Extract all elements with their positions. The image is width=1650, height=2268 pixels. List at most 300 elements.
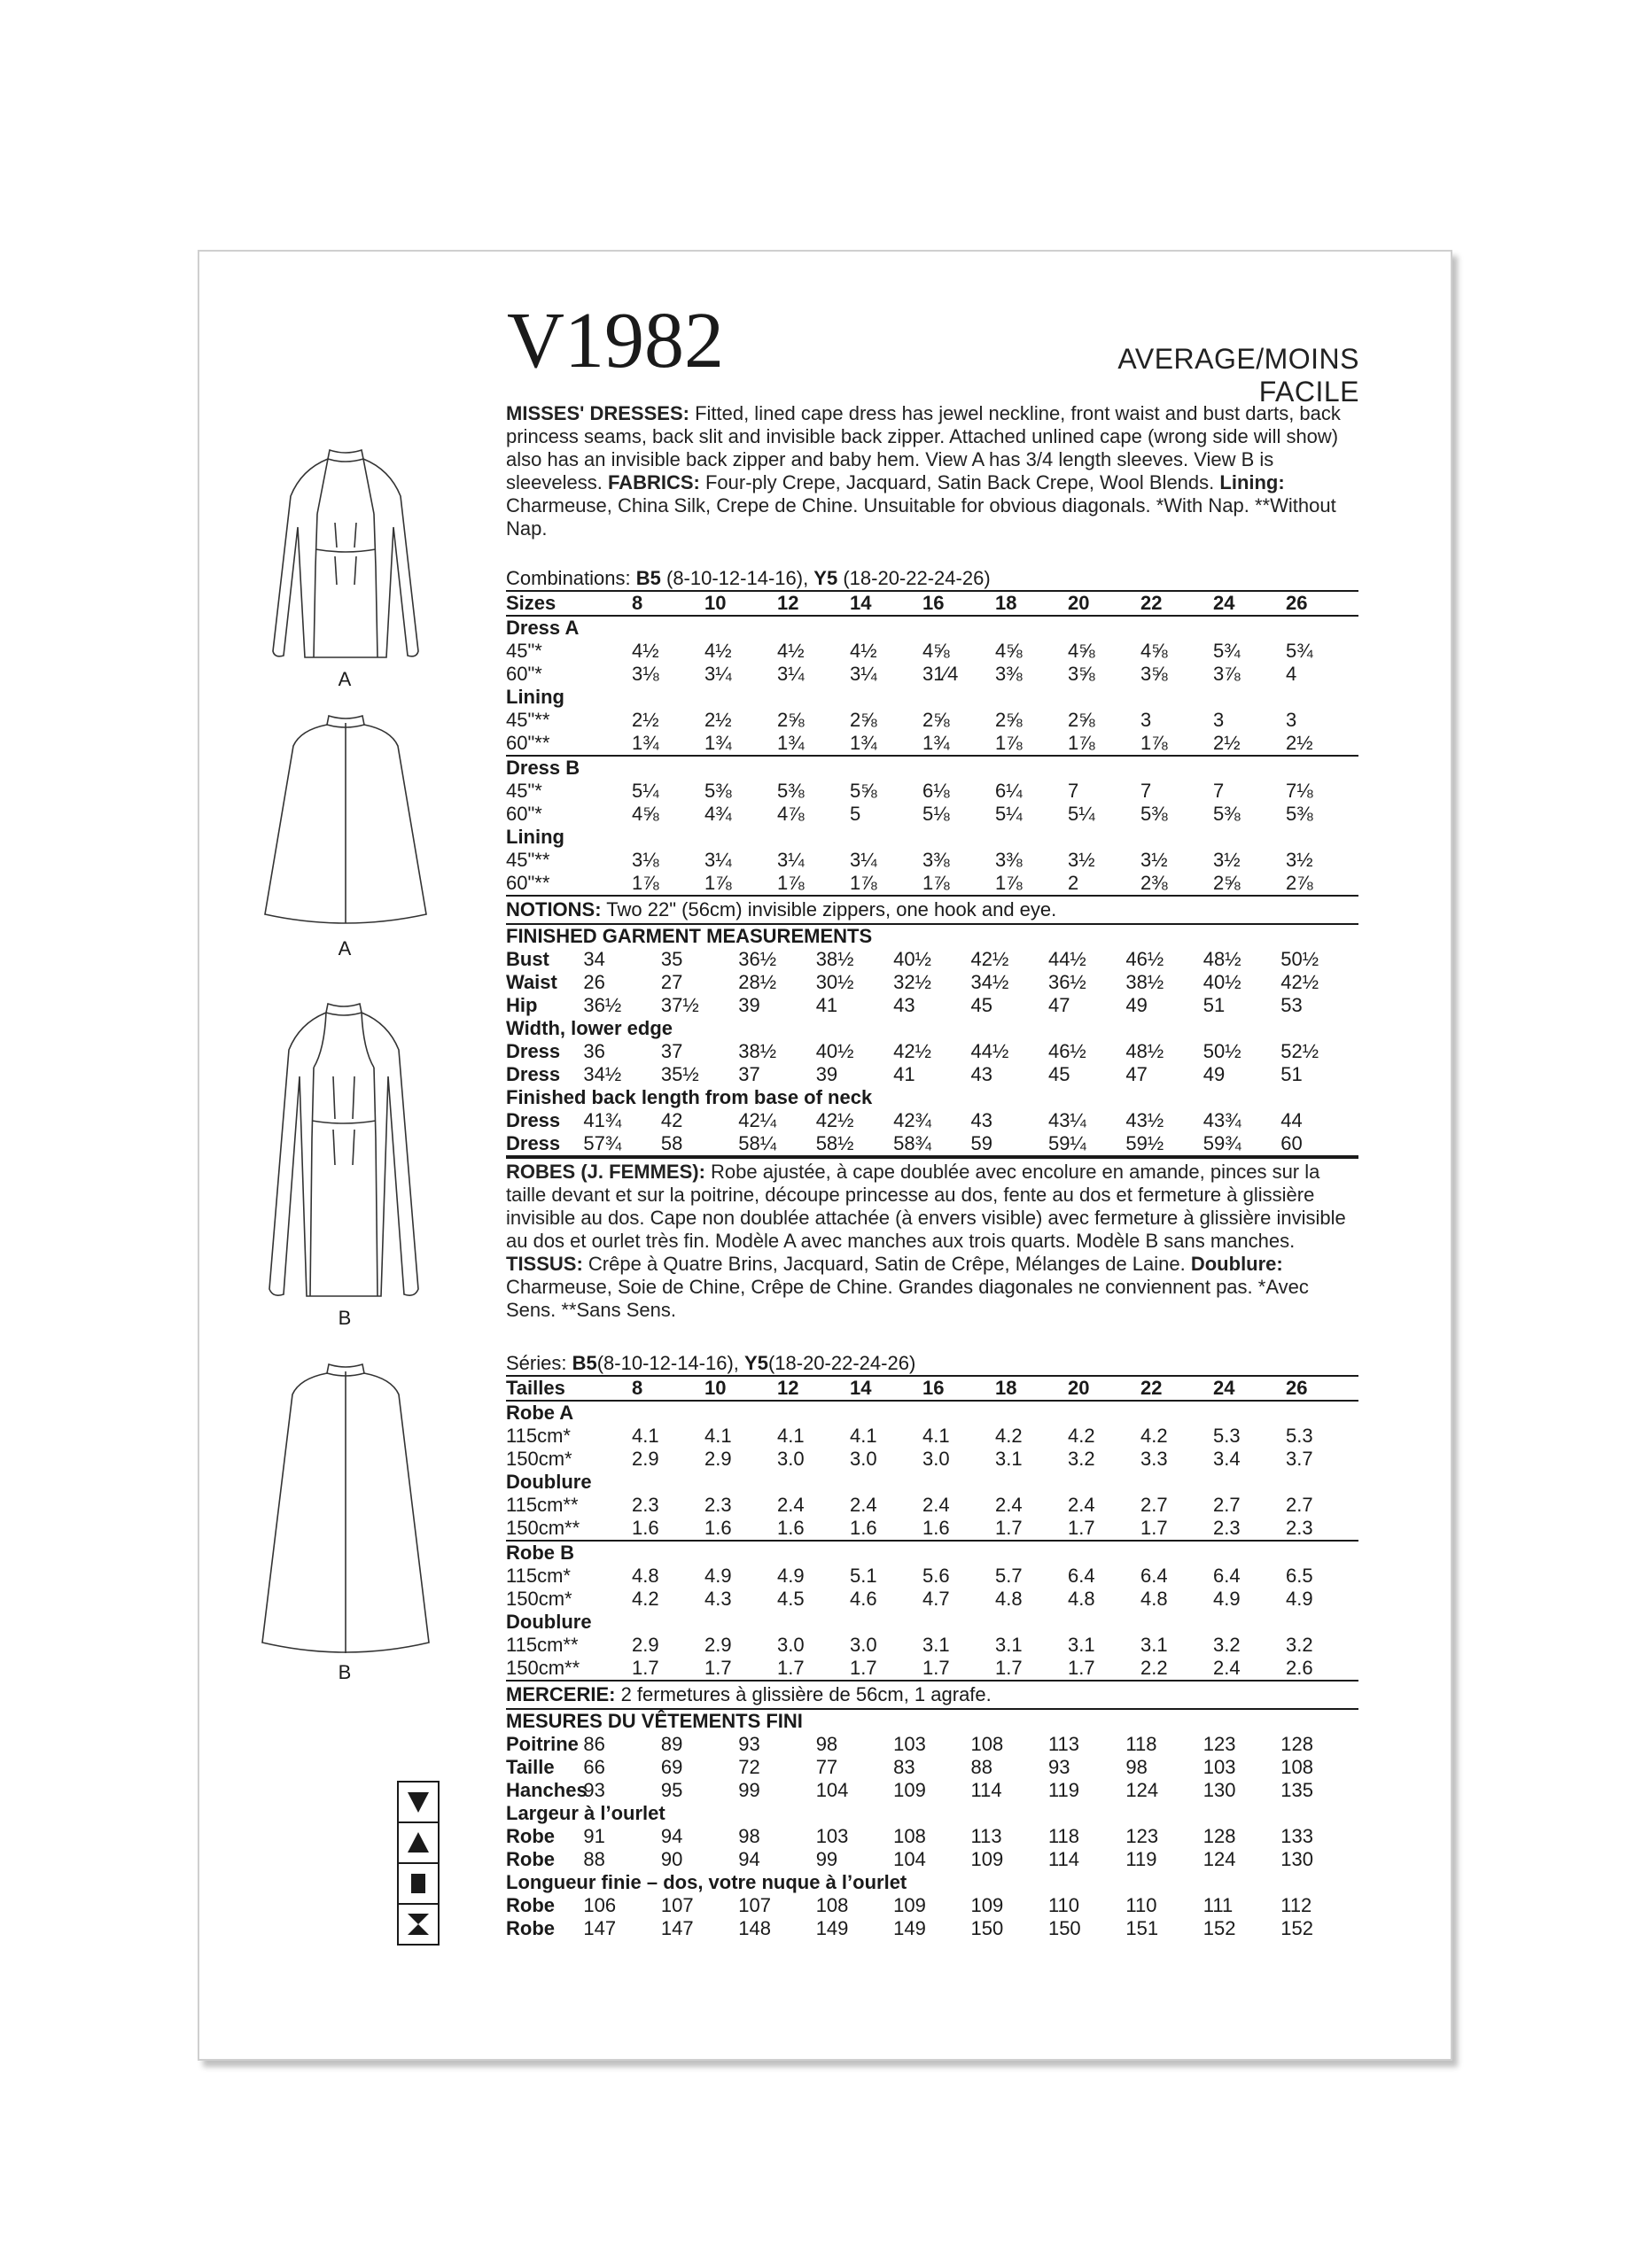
measurement-value: 108 [970,1733,1004,1755]
measurement-value: 152 [1202,1917,1236,1939]
yardage-group-row [506,1541,1358,1565]
yardage-value: 3 [1286,709,1297,731]
yardage-value: 1⅞ [1068,732,1140,756]
back-length-title: Finished back length from base of neck [506,1086,873,1108]
yardage-value: 3.2 [1286,1634,1313,1656]
yardage-value: 3⅜ [995,849,1023,871]
measurement-value: 36½ [583,994,622,1016]
combo-b5-sizes-en: (8-10-12-14-16), [660,567,814,589]
yardage-value: 3¼ [704,663,732,685]
yardage-value: 4¾ [704,803,732,825]
measurement-value: 133 [1280,1825,1313,1847]
yardage-group-label: Robe A [506,1402,574,1424]
measurement-value: 40½ [893,948,931,970]
size-col-header: 24 [1213,1376,1286,1401]
yardage-value: 1¾ [922,732,995,756]
yardage-value: 5.3 [1213,1425,1241,1447]
view-b-back-sketch [259,1357,432,1658]
yardage-value: 6⅛ [922,780,950,802]
yardage-value: 31⁄4 [922,663,959,685]
measurement-value: 48½ [1125,1040,1164,1062]
measurement-value: 148 [738,1917,771,1939]
notions-lead-en: NOTIONS: [506,898,602,920]
yardage-value: 2 [1068,872,1140,896]
size-col-header: 12 [777,1376,850,1401]
measurement-value: 103 [893,1733,926,1755]
yardage-value: 2⅝ [777,709,805,731]
yardage-value: 4.2 [632,1588,659,1610]
yardage-value: 4.8 [1068,1588,1095,1610]
yardage-value: 2.9 [704,1448,732,1470]
yardage-value: 4.2 [995,1425,1023,1447]
yardage-value: 3½ [1286,849,1313,871]
yardage-value: 3⅜ [995,663,1023,685]
yardage-value: 3 [1140,709,1152,731]
measurement-value: 38½ [738,1040,777,1062]
yardage-row [506,709,1358,732]
measurement-label: Dress [506,1109,561,1131]
yardage-value: 4½ [704,640,732,662]
measurement-value: 50½ [1202,1040,1241,1062]
fabrics-lead-fr: TISSUS: [506,1253,583,1275]
square-icon [397,1862,440,1903]
yardage-value: 1.6 [704,1517,777,1541]
pattern-info [506,402,1358,1940]
yardage-value: 5.7 [995,1565,1023,1587]
measurement-value: 46½ [1125,948,1164,970]
back-length-title-row [506,1871,1358,1894]
fabric-width-label: 45"** [506,709,550,731]
yardage-group-row [506,1471,1358,1494]
combinations-prefix-fr: Séries: [506,1352,572,1374]
measurement-value: 26 [583,971,605,993]
yardage-group-row [506,686,1358,709]
measurement-value: 110 [1047,1894,1080,1916]
measurement-value: 35½ [660,1063,699,1085]
fabric-width-label: 45"* [506,780,542,802]
measurement-value: 93 [583,1779,605,1801]
yardage-value: 5.6 [922,1565,950,1587]
measurement-value: 36 [583,1040,605,1062]
measurement-value: 93 [1047,1756,1070,1778]
measurement-value: 37 [738,1063,760,1085]
measurement-value: 124 [1202,1848,1236,1870]
yardage-value: 2.3 [632,1494,659,1516]
yardage-value: 1⅞ [632,872,704,896]
measurement-value: 38½ [815,948,854,970]
measurement-value: 95 [660,1779,683,1801]
fabric-width-label: 45"* [506,640,542,662]
yardage-value: 3.0 [850,1634,877,1656]
yardage-value: 2⅞ [1286,872,1358,896]
yardage-value: 1.7 [1068,1657,1140,1681]
measurements-table-fr [506,1710,1358,1940]
measurement-label: Waist [506,971,557,993]
measurement-row [506,1917,1358,1940]
measurement-value: 38½ [1125,971,1164,993]
measurement-value: 42½ [815,1109,854,1131]
yardage-value: 2.4 [995,1494,1023,1516]
combo-b5-en: B5 [635,567,661,589]
yardage-group-row [506,1611,1358,1634]
measurement-value: 113 [970,1825,1002,1847]
measurement-row [506,994,1358,1017]
fabrics-lead-en: FABRICS: [607,471,700,493]
measurement-value: 47 [1125,1063,1148,1085]
yardage-row [506,1634,1358,1657]
measurement-value: 47 [1047,994,1070,1016]
measurement-value: 109 [893,1779,926,1801]
yardage-value: 2½ [632,709,659,731]
yardage-value: 2½ [1286,732,1358,756]
measurement-value: 59 [971,1132,1048,1156]
measurement-value: 59¾ [1203,1132,1280,1156]
width-lower-edge-title-row [506,1017,1358,1040]
yardage-value: 4.1 [632,1425,659,1447]
yardage-value: 4.1 [922,1425,950,1447]
measurement-value: 99 [815,1848,838,1870]
yardage-table-en [506,590,1358,897]
fabric-width-label: 60"** [506,732,632,756]
yardage-value: 7 [1213,780,1225,802]
fabric-width-label: 115cm* [506,1565,571,1587]
yardage-row [506,732,1358,756]
yardage-value: 5¾ [1286,640,1313,662]
finished-measurements-title: FINISHED GARMENT MEASUREMENTS [506,925,873,947]
yardage-value: 4½ [777,640,805,662]
yardage-value: 4.9 [1213,1588,1241,1610]
measurement-value: 119 [1125,1848,1157,1870]
yardage-value: 3.7 [1286,1448,1313,1470]
measurement-value: 32½ [893,971,931,993]
yardage-value: 1¾ [704,732,777,756]
yardage-row [506,640,1358,663]
measurement-value: 109 [970,1848,1004,1870]
measurement-value: 147 [583,1917,617,1939]
size-col-header: 12 [777,591,850,616]
yardage-value: 3⅝ [1140,663,1168,685]
yardage-value: 1.7 [704,1657,777,1681]
yardage-value: 3.0 [922,1448,950,1470]
measurement-label: Dress [506,1063,561,1085]
view-a-back-sketch [261,709,430,930]
yardage-row [506,1494,1358,1517]
measurement-value: 30½ [815,971,854,993]
measurement-label: Hip [506,994,538,1016]
yardage-value: 1¾ [850,732,922,756]
yardage-value: 4.9 [777,1565,805,1587]
measurement-value: 43 [893,994,915,1016]
yardage-value: 5¾ [1213,640,1241,662]
measurement-value: 109 [970,1894,1004,1916]
yardage-value: 6.4 [1068,1565,1095,1587]
measurement-value: 128 [1202,1825,1236,1847]
finished-measurements-title-row [506,1710,1358,1733]
yardage-value: 5¼ [632,780,659,802]
yardage-value: 2⅝ [850,709,877,731]
measurement-label: Dress [506,1040,561,1062]
lining-lead-fr: Doublure: [1190,1253,1283,1275]
yardage-value: 2.9 [632,1634,659,1656]
measurement-value: 41¾ [583,1109,622,1131]
yardage-value: 4.1 [777,1425,805,1447]
measurement-value: 113 [1047,1733,1080,1755]
description-en [506,402,1358,540]
yardage-value: 4½ [632,640,659,662]
measurement-value: 35 [660,948,683,970]
yardage-value: 3.1 [995,1448,1023,1470]
measurement-value: 37½ [660,994,699,1016]
fabric-width-label: 60"* [506,803,542,825]
measurement-value: 98 [815,1733,838,1755]
yardage-value: 2½ [1213,732,1286,756]
yardage-value: 1⅞ [704,872,777,896]
yardage-value: 2.3 [1286,1517,1358,1541]
yardage-value: 7 [1068,780,1079,802]
size-col-header: 26 [1286,1376,1358,1401]
measurement-value: 36½ [738,948,777,970]
measurement-value: 149 [893,1917,926,1939]
yardage-value: 2.2 [1140,1657,1213,1681]
measurement-value: 112 [1280,1894,1312,1916]
yardage-value: 1⅞ [1140,732,1213,756]
measurement-value: 98 [738,1825,760,1847]
yardage-value: 3.2 [1068,1448,1095,1470]
difficulty-level: AVERAGE/MOINS FACILE [1117,343,1359,408]
yardage-value: 4.7 [922,1588,950,1610]
yardage-value: 5⅛ [922,803,950,825]
combo-y5-sizes-fr: (18-20-22-24-26) [767,1352,916,1374]
yardage-value: 4⅞ [777,803,805,825]
yardage-value: 4.8 [1140,1588,1168,1610]
measurement-label: Robe [506,1825,555,1847]
notions-lead-fr: MERCERIE: [506,1683,616,1705]
measurement-value: 49 [1125,994,1148,1016]
size-col-header: 10 [704,591,777,616]
measurement-value: 99 [738,1779,760,1801]
yardage-value: 1⅞ [922,872,995,896]
sizes-header-row [506,1376,1358,1401]
measurement-value: 45 [1047,1063,1070,1085]
yardage-value: 4½ [850,640,877,662]
yardage-value: 5⅜ [777,780,805,802]
measurement-value: 39 [815,1063,838,1085]
measurement-value: 106 [583,1894,617,1916]
width-lower-edge-title: Largeur à l’ourlet [506,1802,665,1824]
lining-lead-en: Lining: [1219,471,1285,493]
measurement-value: 104 [893,1848,926,1870]
measurement-value: 34 [583,948,605,970]
measurement-value: 72 [738,1756,760,1778]
yardage-value: 1.7 [1068,1517,1140,1541]
symbol-legend [397,1781,440,1946]
measurement-row [506,1894,1358,1917]
yardage-group-row [506,826,1358,849]
notions-en [506,897,1358,925]
yardage-value: 6.4 [1140,1565,1168,1587]
fabric-width-label: 115cm** [506,1634,579,1656]
yardage-value: 1⅞ [995,872,1068,896]
yardage-value: 3½ [1140,849,1168,871]
yardage-value: 2.7 [1286,1494,1313,1516]
measurement-row [506,1132,1358,1156]
yardage-value: 7 [1140,780,1152,802]
measurement-value: 94 [660,1825,683,1847]
measurement-value: 43 [970,1109,993,1131]
measurement-value: 150 [1047,1917,1081,1939]
measurement-label: Taille [506,1756,555,1778]
width-lower-edge-title: Width, lower edge [506,1017,673,1039]
measurement-value: 111 [1202,1894,1234,1916]
measurement-value: 149 [815,1917,849,1939]
measurement-value: 58 [661,1132,738,1156]
measurement-value: 43¼ [1047,1109,1086,1131]
measurement-value: 43 [970,1063,993,1085]
measurement-value: 98 [1125,1756,1148,1778]
yardage-value: 3⅛ [632,849,659,871]
back-length-title-row [506,1086,1358,1109]
size-col-header: 14 [850,591,922,616]
yardage-value: 4.9 [704,1565,732,1587]
yardage-value: 2⅝ [922,709,950,731]
yardage-value: 2.7 [1213,1494,1241,1516]
yardage-value: 4.5 [777,1588,805,1610]
yardage-table-fr [506,1375,1358,1682]
yardage-value: 5¼ [995,803,1023,825]
yardage-value: 4.2 [1068,1425,1095,1447]
yardage-group-label: Doublure [506,1611,592,1633]
measurement-value: 50½ [1280,948,1319,970]
yardage-value: 1.7 [922,1657,995,1681]
measurement-value: 69 [660,1756,683,1778]
measurement-value: 124 [1125,1779,1159,1801]
measurement-value: 57¾ [583,1132,660,1156]
measurement-value: 114 [970,1779,1002,1801]
yardage-row [506,1657,1358,1681]
measurement-value: 118 [1047,1825,1080,1847]
measurement-label: Dress [506,1132,583,1156]
yardage-value: 4⅝ [1068,640,1095,662]
yardage-value: 2.4 [922,1494,950,1516]
yardage-value: 3.0 [850,1448,877,1470]
yardage-value: 5⅜ [1286,803,1313,825]
measurement-value: 42 [660,1109,683,1131]
measurement-value: 46½ [1047,1040,1086,1062]
measurement-value: 39 [738,994,760,1016]
yardage-value: 3½ [1068,849,1095,871]
combinations-en [506,567,1358,590]
yardage-value: 1.7 [1140,1517,1213,1541]
measurement-label: Hanches [506,1779,588,1801]
yardage-value: 5⅜ [1213,803,1241,825]
description-fr [506,1161,1358,1322]
measurements-table-en [506,925,1358,1157]
fabric-width-label: 45"** [506,849,550,871]
description-lead-fr: ROBES (J. FEMMES): [506,1161,705,1183]
measurement-value: 41 [815,994,838,1016]
measurement-value: 51 [1280,1063,1303,1085]
measurement-value: 44½ [970,1040,1009,1062]
yardage-value: 3.1 [995,1634,1023,1656]
size-col-header: 20 [1068,1376,1140,1401]
measurement-value: 40½ [1202,971,1241,993]
fabric-width-label: 115cm** [506,1494,579,1516]
measurement-value: 107 [660,1894,694,1916]
measurement-row [506,1109,1358,1132]
yardage-value: 3.3 [1140,1448,1168,1470]
measurement-value: 58¾ [893,1132,970,1156]
measurement-value: 42½ [893,1040,931,1062]
measurement-value: 27 [660,971,683,993]
measurement-row [506,1825,1358,1848]
measurement-value: 43½ [1125,1109,1164,1131]
sizes-label: Sizes [506,591,632,616]
yardage-value: 2.4 [777,1494,805,1516]
measurement-value: 104 [815,1779,849,1801]
measurement-value: 88 [970,1756,993,1778]
yardage-row [506,1425,1358,1448]
yardage-value: 6.5 [1286,1565,1313,1587]
yardage-value: 3.1 [1068,1634,1095,1656]
measurement-value: 66 [583,1756,605,1778]
measurement-row [506,971,1358,994]
measurement-label: Robe [506,1894,555,1916]
fabric-width-label: 60"** [506,872,632,896]
yardage-value: 3⅝ [1068,663,1095,685]
measurement-value: 108 [1280,1756,1313,1778]
yardage-value: 4⅝ [632,803,659,825]
measurement-value: 90 [660,1848,683,1870]
yardage-group-label: Lining [506,826,564,848]
yardage-value: 3⅛ [632,663,659,685]
measurement-value: 103 [815,1825,849,1847]
sizes-header-row [506,591,1358,616]
yardage-value: 6.4 [1213,1565,1241,1587]
yardage-value: 2.4 [1213,1657,1286,1681]
lining-text-fr: Charmeuse, Soie de Chine, Crêpe de Chine. Grandes diagonales ne conviennent pas. *Avec Sens. **Sans Sens. [506,1276,1309,1321]
measurement-value: 130 [1280,1848,1313,1870]
yardage-value: 1.7 [632,1657,704,1681]
yardage-value: 2.9 [632,1448,659,1470]
measurement-value: 58½ [816,1132,893,1156]
measurement-label: Robe [506,1917,555,1939]
size-col-header: 20 [1068,591,1140,616]
measurement-value: 44½ [1047,948,1086,970]
combo-b5-fr: B5 [572,1352,597,1374]
yardage-value: 1⅞ [995,732,1068,756]
yardage-value: 3.4 [1213,1448,1241,1470]
yardage-value: 4 [1286,663,1297,685]
yardage-value: 5.3 [1286,1425,1313,1447]
yardage-row [506,780,1358,803]
fabric-width-label: 150cm** [506,1517,632,1541]
measurement-value: 53 [1280,994,1303,1016]
measurement-value: 128 [1280,1733,1313,1755]
description-text-en: Fitted, lined cape dress has jewel neckline, front waist and bust darts, back princess seams, back slit and invisible back zipper. Attached unlined cape (wrong side will show) also has an invisible back zipper and baby hem. View A has 3/4 length sleeves. View B is sleeveless. [506,402,1341,493]
measurement-value: 152 [1280,1917,1313,1939]
yardage-value: 1⅞ [850,872,922,896]
width-lower-edge-title-row [506,1802,1358,1825]
yardage-value: 2⅜ [1140,872,1213,896]
size-col-header: 22 [1140,591,1213,616]
measurement-value: 42¾ [893,1109,931,1131]
yardage-value: 3¼ [704,849,732,871]
yardage-value: 4.9 [1286,1588,1313,1610]
size-col-header: 24 [1213,591,1286,616]
yardage-value: 3¼ [850,849,877,871]
yardage-row [506,663,1358,686]
measurement-value: 34½ [583,1063,622,1085]
